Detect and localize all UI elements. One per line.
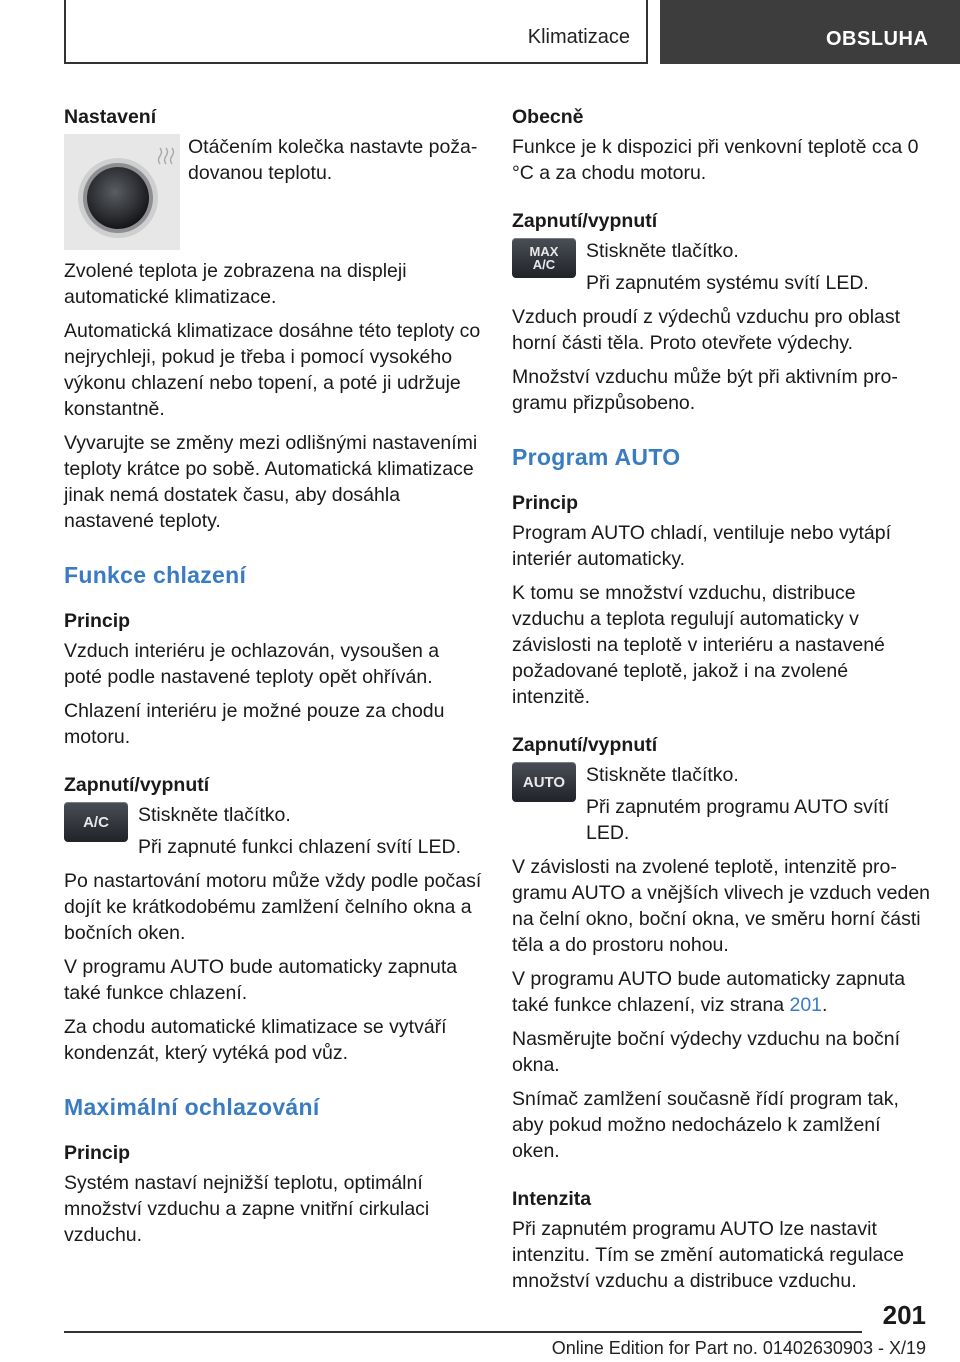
instruction-text: Při zapnutém programu AUTO svítí LED. <box>586 796 890 844</box>
knob-instruction <box>64 134 482 250</box>
instruction-text: Stiskněte tlačítko. <box>138 804 291 826</box>
subheading-onoff: Zapnutí/vypnutí <box>512 734 658 756</box>
paragraph: V programu AUTO bude automaticky zapnuta také funkce chlazení. <box>64 956 458 1004</box>
instruction-text: Stiskněte tlačítko. <box>586 240 739 262</box>
section-heading-max-cooling: Maximální ochlazování <box>64 1094 320 1120</box>
section-heading-auto: Program AUTO <box>512 444 681 470</box>
section-title: Klimatizace <box>527 26 630 48</box>
paragraph: Snímač zamlžení současně řídí program tak, aby pokud možno nedocházelo k zamlžení oken. <box>512 1088 899 1162</box>
section-heading-cooling: Funkce chlazení <box>64 562 247 588</box>
page-number: 201 <box>882 1300 926 1330</box>
paragraph: Množství vzduchu může být při aktivním programu přizpůsobeno. <box>512 366 898 414</box>
paragraph: Po nastartování motoru může vždy podle počasí dojít ke krátkodobému zamlžení čelního okna a bočních oken. <box>64 870 482 944</box>
auto-button-icon: AUTO <box>512 762 576 802</box>
paragraph: K tomu se množství vzduchu, distribuce vzduchu a teplota regulují automaticky v závislosti na teplotě v interiéru a nastavené požadované teplotě, jakož i na zvolené intenzitě. <box>512 582 885 708</box>
ac-button-icon: A/C <box>64 802 128 842</box>
subheading-intenzita: Intenzita <box>512 1188 592 1210</box>
page-link[interactable]: 201 <box>789 994 823 1016</box>
paragraph: Za chodu automatické klimatizace se vytváří kondenzát, který vytéká pod vůz. <box>64 1016 447 1064</box>
paragraph: Program AUTO chladí, ventiluje nebo vytápí interiér automaticky. <box>512 522 892 570</box>
subheading-princip: Princip <box>64 1142 131 1164</box>
paragraph-with-link: V programu AUTO bude automaticky zapnuta také funkce chlazení, viz strana 201. <box>512 968 906 1016</box>
paragraph: Chlazení interiéru je možné pouze za chodu motoru. <box>64 700 445 748</box>
temperature-knob-icon <box>64 134 180 250</box>
subheading-obecne: Obecně <box>512 106 584 128</box>
paragraph: Automatická klimatizace dosáhne této teploty co nejrychleji, pokud je třeba i pomocí vysokého výkonu chlazení nebo topení, a poté ji udržuje konstantně. <box>64 320 481 420</box>
paragraph: Nasměrujte boční výdechy vzduchu na boční okna. <box>512 1028 901 1076</box>
knob-text: Otáčením kolečka nastavte požadovanou teplotu. <box>188 136 478 184</box>
header-frame <box>64 0 648 64</box>
paragraph: Vyvarujte se změny mezi odlišnými nastaveními teploty krátce po sobě. Automatická klimatizace jinak nemá dostatek času, aby dosáhla nastavené teploty. <box>64 432 478 532</box>
auto-instruction <box>512 762 930 846</box>
left-column <box>64 104 482 1256</box>
subheading-onoff: Zapnutí/vypnutí <box>512 210 658 232</box>
paragraph: Funkce je k dispozici při venkovní teplotě cca 0 °C a za chodu motoru. <box>512 136 919 184</box>
instruction-text: Při zapnutém systému svítí LED. <box>586 272 869 294</box>
subheading-princip: Princip <box>512 492 579 514</box>
subheading-princip: Princip <box>64 610 131 632</box>
chapter-tab: OBSLUHA <box>660 0 960 64</box>
instruction-text: Stiskněte tlačítko. <box>586 764 739 786</box>
paragraph: Zvolené teplota je zobrazena na displeji automatické klimatizace. <box>64 260 407 308</box>
max-ac-button-icon: MAX A/C <box>512 238 576 278</box>
paragraph: V závislosti na zvolené teplotě, intenzitě programu AUTO a vnějších vlivech je vzduch veden na čelní okno, boční okna, ve směru horní části těla a do prostoru nohou. <box>512 856 931 956</box>
footer-edition: Online Edition for Part no. 01402630903 - X/19 <box>551 1338 926 1358</box>
right-column <box>512 104 930 1302</box>
paragraph: Systém nastaví nejnižší teplotu, optimální množství vzduchu a zapne vnitřní cirkulaci vzduchu. <box>64 1172 430 1246</box>
paragraph: Vzduch proudí z výdechů vzduchu pro oblast horní části těla. Proto otevřete výdechy. <box>512 306 901 354</box>
paragraph: Při zapnutém programu AUTO lze nastavit intenzitu. Tím se změní automatická regulace množství vzduchu a distribuce vzduchu. <box>512 1218 904 1292</box>
subheading-onoff: Zapnutí/vypnutí <box>64 774 210 796</box>
footer-divider <box>64 1331 862 1333</box>
instruction-text: Při zapnuté funkci chlazení svítí LED. <box>138 836 461 858</box>
ac-instruction <box>64 802 482 860</box>
subheading-nastaveni: Nastavení <box>64 106 157 128</box>
max-ac-instruction <box>512 238 930 296</box>
paragraph: Vzduch interiéru je ochlazován, vysoušen a poté podle nastavené teploty opět ohříván. <box>64 640 440 688</box>
